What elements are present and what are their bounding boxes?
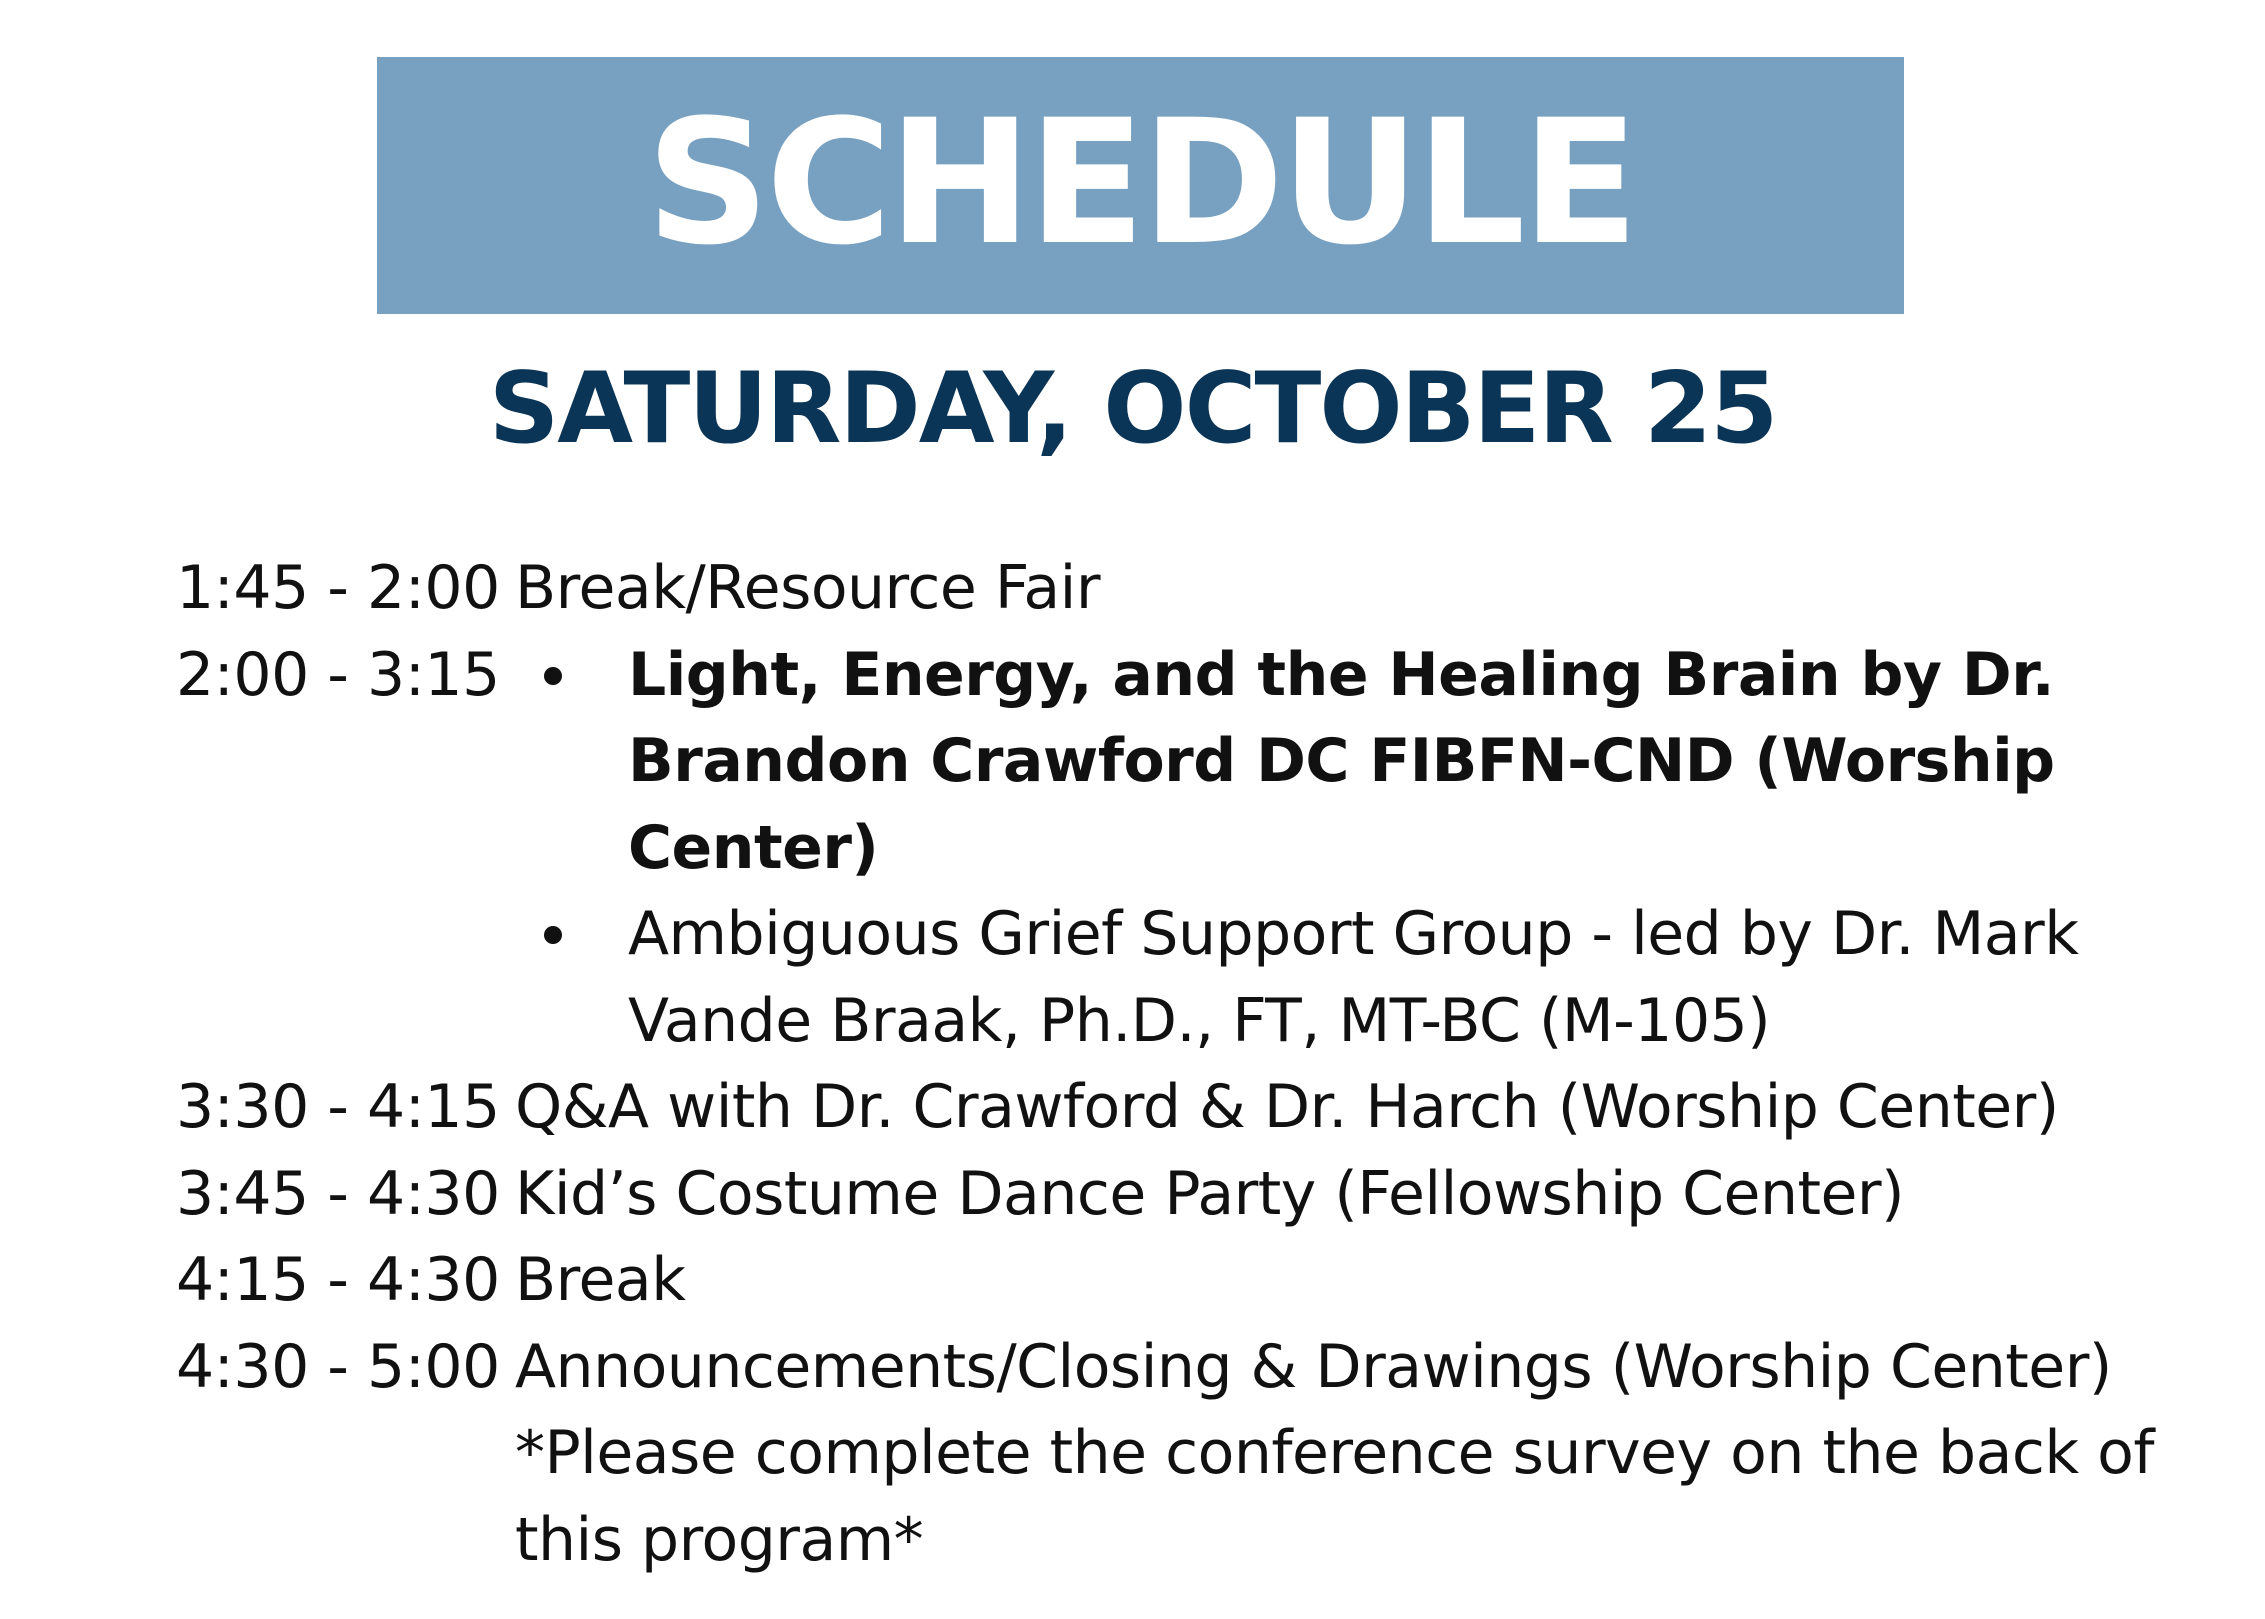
event-description: Break bbox=[515, 1245, 686, 1315]
schedule-banner bbox=[377, 57, 1904, 314]
schedule-row bbox=[176, 1151, 2176, 1238]
event-description: Q&A with Dr. Crawford & Dr. Harch (Worship Center) bbox=[515, 1072, 2059, 1142]
survey-note: *Please complete the conference survey on the back of this program* bbox=[515, 1418, 2154, 1575]
event-description: Announcements/Closing & Drawings (Worship Center) bbox=[515, 1331, 2112, 1402]
session-options bbox=[515, 632, 2176, 1065]
bullet-icon bbox=[515, 632, 628, 719]
event-block bbox=[515, 1324, 2176, 1584]
list-item bbox=[515, 891, 2176, 1064]
time-slot: 3:45 - 4:30 bbox=[176, 1158, 500, 1229]
session-title: Ambiguous Grief Support Group - led by Dr. Mark Vande Braak, Ph.D., FT, MT-BC (M-105) bbox=[628, 899, 2079, 1056]
time-slot: 4:30 - 5:00 bbox=[176, 1331, 500, 1402]
event-description: Kid’s Costume Dance Party (Fellowship Center) bbox=[515, 1158, 1904, 1229]
session-bullet-list bbox=[515, 632, 2176, 1065]
date-heading: SATURDAY, OCTOBER 25 bbox=[488, 352, 1777, 466]
schedule-row bbox=[176, 632, 2176, 1065]
time-slot: 4:15 - 4:30 bbox=[176, 1245, 500, 1315]
schedule-row bbox=[176, 545, 2176, 632]
schedule-list bbox=[176, 545, 2176, 1583]
schedule-row bbox=[176, 1237, 2176, 1324]
bullet-icon bbox=[515, 891, 628, 978]
event-description: Break/Resource Fair bbox=[515, 553, 1100, 623]
list-item bbox=[515, 632, 2176, 892]
session-title: Light, Energy, and the Healing Brain by Dr. Brandon Crawford DC FIBFN-CND (Worship Center) bbox=[628, 639, 2055, 883]
time-slot: 1:45 - 2:00 bbox=[176, 553, 500, 623]
schedule-row bbox=[176, 1324, 2176, 1584]
banner-title: SCHEDULE bbox=[645, 81, 1636, 283]
time-slot: 3:30 - 4:15 bbox=[176, 1072, 500, 1142]
schedule-row bbox=[176, 1064, 2176, 1151]
time-slot: 2:00 - 3:15 bbox=[176, 639, 500, 710]
